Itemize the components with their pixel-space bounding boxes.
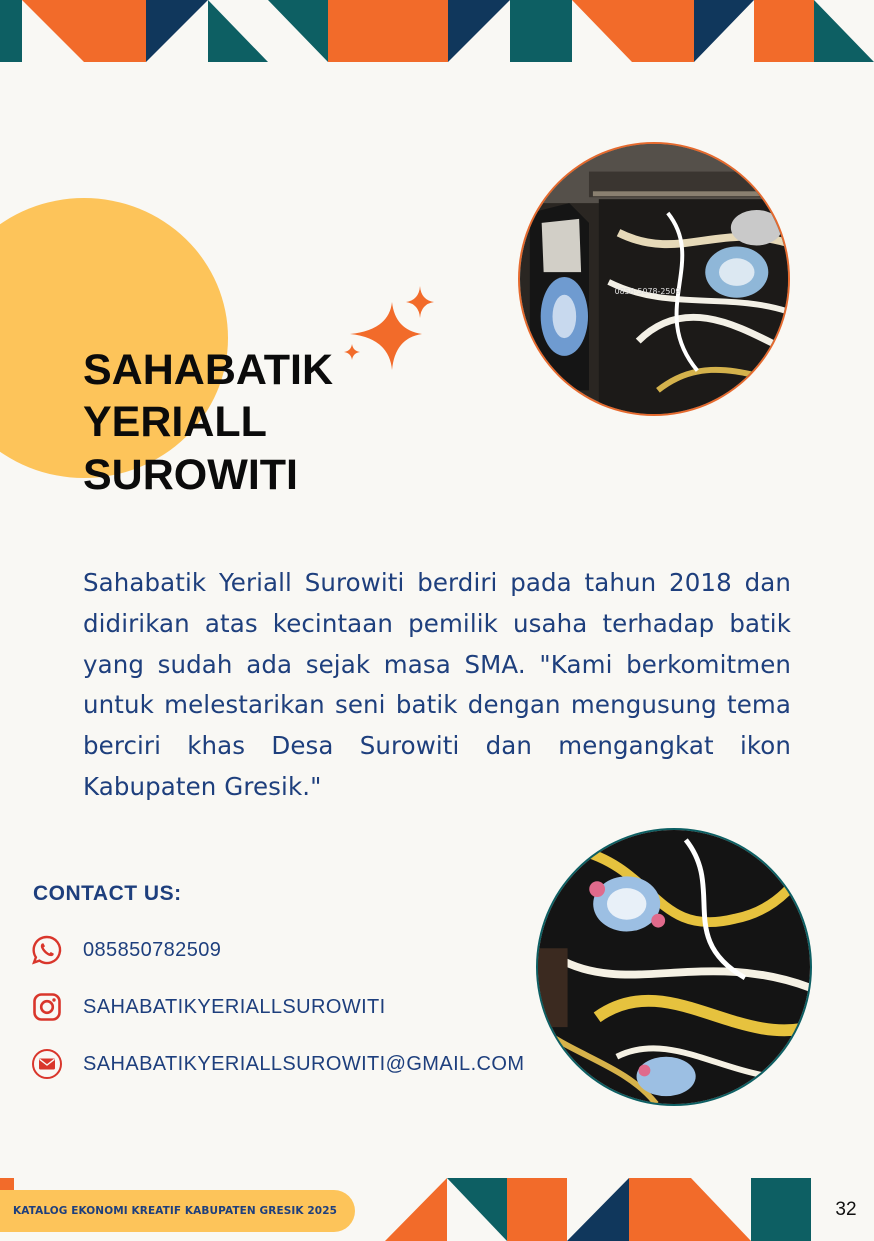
business-description: Sahabatik Yeriall Surowiti berdiri pada tahun 2018 dan didirikan atas kecintaan pemilik usaha terhadap batik yang sudah ada sejak masa SMA. "Kami berkomitmen untuk melestarikan seni batik dengan mengusung tema berciri khas Desa Surowiti dan mengangkat ikon Kabupaten Gresik." xyxy=(83,568,791,801)
bottom-decorative-band xyxy=(385,1178,815,1241)
title-line-2: YERIALL xyxy=(83,398,267,447)
contact-instagram-handle: SAHABATIKYERIALLSUROWITI xyxy=(83,995,386,1018)
contact-email-row[interactable] xyxy=(31,1047,524,1081)
contact-phone-row[interactable] xyxy=(31,933,221,967)
top-decorative-band xyxy=(0,0,874,62)
contact-email-address: SAHABATIKYERIALLSUROWITI@GMAIL.COM xyxy=(83,1052,525,1075)
photo-top-caption: 0858-5078-2509 xyxy=(614,286,681,296)
footer-catalog-label: KATALOG EKONOMI KREATIF KABUPATEN GRESIK 2025 xyxy=(13,1205,338,1217)
whatsapp-icon xyxy=(31,934,63,966)
title-line-3: SUROWITI xyxy=(83,450,298,499)
business-title xyxy=(83,344,413,501)
footer-banner xyxy=(0,1190,355,1232)
batik-shirt-photo xyxy=(518,142,790,416)
contact-heading: CONTACT US: xyxy=(33,882,182,905)
batik-fabric-photo xyxy=(536,828,812,1106)
instagram-icon xyxy=(31,991,63,1023)
title-line-1: SAHABATIK xyxy=(83,346,334,394)
email-icon xyxy=(31,1048,63,1080)
contact-instagram-row[interactable] xyxy=(31,990,386,1024)
contact-phone-number: 085850782509 xyxy=(83,938,222,961)
page-number: 32 xyxy=(835,1199,857,1220)
